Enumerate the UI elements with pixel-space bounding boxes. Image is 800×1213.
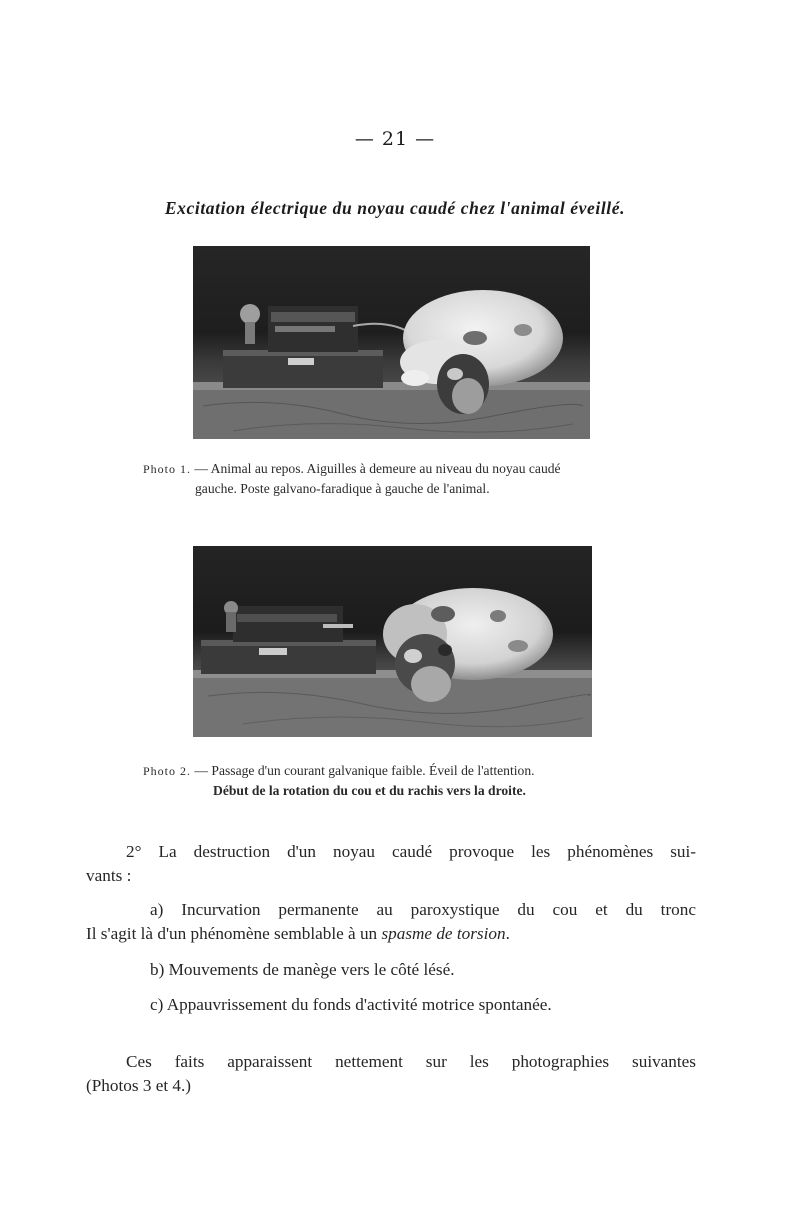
list-item-a (86, 898, 696, 946)
photo-1-caption-line-1: — Animal au repos. Aiguilles à demeure au niveau du noyau caudé (191, 461, 561, 476)
paragraph-destruction-line-1: 2° La destruction d'un noyau caudé provoque les phénomènes sui- (126, 842, 696, 861)
list-item-b (86, 958, 696, 982)
photo-2-image (193, 546, 592, 737)
photo-2-galvanic-current (193, 546, 592, 737)
photo-1-animal-at-rest (193, 246, 590, 439)
paragraph-destruction (86, 840, 696, 888)
paragraph-photos-reference-line-2: (Photos 3 et 4.) (86, 1076, 192, 1095)
photo-2-label: Photo 2. (143, 764, 192, 778)
photo-1-image (193, 246, 590, 439)
photo-1-label: Photo 1. (143, 462, 192, 476)
list-item-a-emphasis: spasme de torsion (381, 924, 506, 943)
figure-heading: Excitation électrique du noyau caudé chez l'animal éveillé. (164, 198, 626, 218)
list-item-a-line-1: a) Incurvation permanente au paroxystique du cou et du tronc (150, 900, 696, 919)
list-item-a-line-2 (86, 922, 696, 946)
list-item-a-line-2-end: . (505, 924, 510, 943)
list-item-c-text: c) Appauvrissement du fonds d'activité motrice spontanée. (150, 995, 552, 1014)
photo-2-caption-line-2: Début de la rotation du cou et du rachis vers la droite. (213, 783, 526, 798)
photo-1-caption (143, 459, 561, 498)
photo-2-caption (143, 761, 535, 800)
page-number: — 21 — (354, 128, 436, 150)
list-item-c (86, 993, 696, 1017)
paragraph-photos-reference-line-1: Ces faits apparaissent nettement sur les photographies suivantes (126, 1052, 696, 1071)
list-item-a-line-2-text: Il s'agit là d'un phénomène semblable à un (86, 924, 382, 943)
photo-1-caption-line-2: gauche. Poste galvano-faradique à gauche de l'animal. (195, 481, 490, 496)
list-item-b-text: b) Mouvements de manège vers le côté lésé. (150, 960, 455, 979)
paragraph-destruction-line-2: vants : (86, 866, 132, 885)
paragraph-photos-reference (86, 1050, 696, 1098)
photo-2-caption-line-1: — Passage d'un courant galvanique faible. Éveil de l'attention. (191, 763, 535, 778)
